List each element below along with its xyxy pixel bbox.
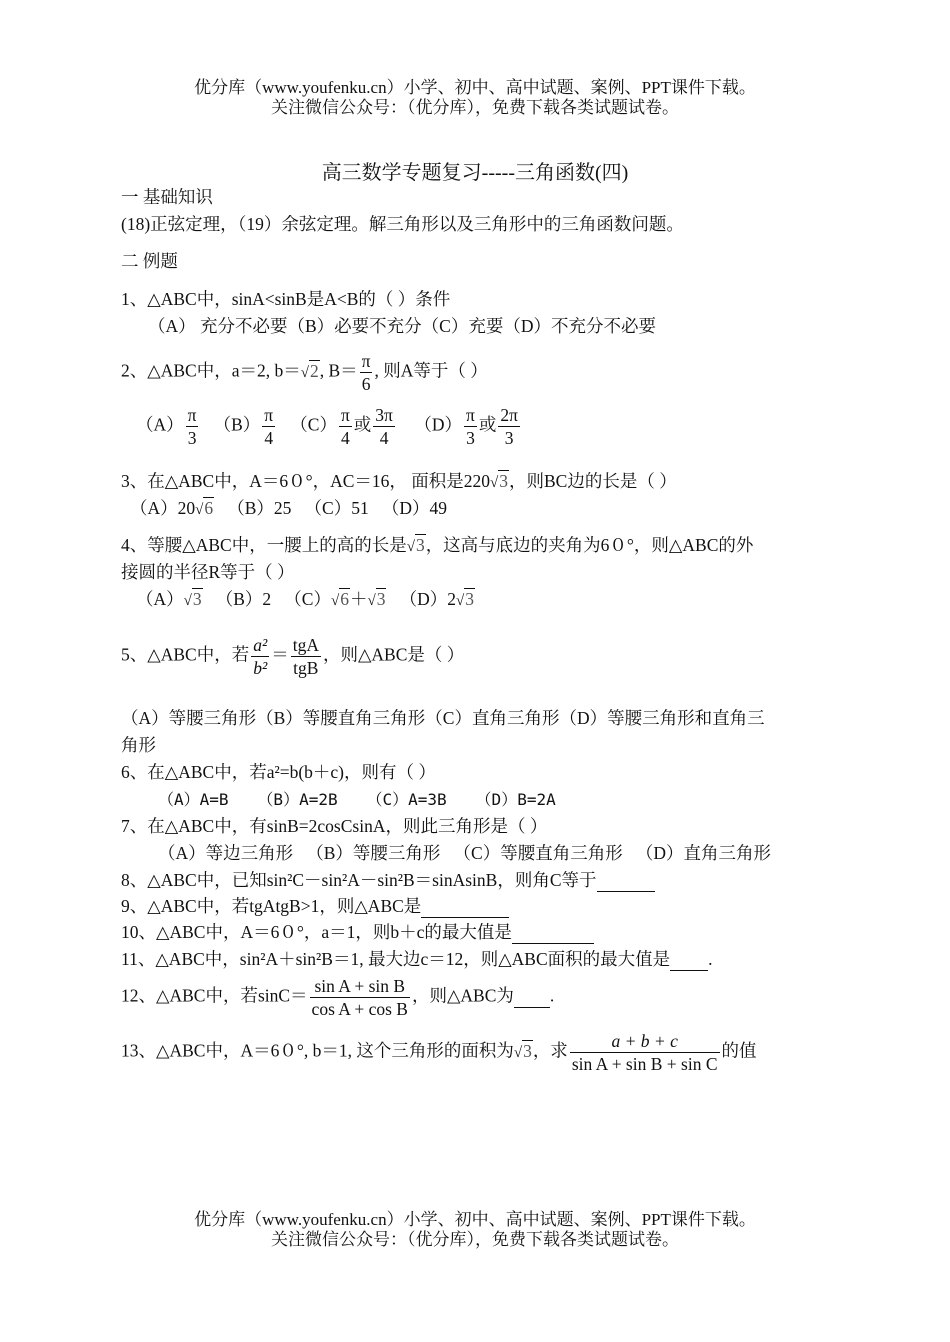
q7-options: （A）等边三角形 （B）等腰三角形 （C）等腰直角三角形 （D）直角三角形 — [158, 843, 771, 863]
q12-fraction: $\frac{\text{sin A + sin B}}{\text{cos A + cos B}}$ — [311, 976, 408, 1019]
section1-text: (18)正弦定理，（19）余弦定理。解三角形以及三角形中的三角函数问题。 — [121, 214, 684, 234]
section2-heading: 二 例题 — [121, 251, 178, 271]
q9-stem: 9、△ABC中，若tgAtgB>1，则△ABC是 — [121, 893, 850, 918]
q4-options: （A）√3 （B）2 （C）√6＋√3 （D）2√3 — [136, 589, 474, 609]
q1-stem: 1、△ABC中，sinA<sinB是A<B的（ ）条件 — [121, 289, 451, 309]
q5-lhs-fraction: $\frac{\text{a²}}{\text{b²}}$ — [253, 635, 268, 678]
q6-stem: 6、在△ABC中，若a²=b(b＋c)，则有（ ） — [121, 762, 436, 782]
q12-stem: 12、△ABC中，若sinC＝ $\frac{\text{sin A + sin B}}{\text{cos A + cos B}}$ ，则△ABC为 . — [121, 976, 555, 1019]
q5-rhs-fraction: $\frac{\text{tgA}}{\text{tgB}}$ — [292, 635, 319, 678]
q8-stem: 8、△ABC中，已知sin²C－sin²A－sin²B＝sinAsinB，则角C等于 — [121, 867, 850, 892]
q7-stem: 7、在△ABC中，有sinB=2cosCsinA，则此三角形是（ ） — [121, 816, 548, 836]
q3-options: （A）20√6 （B）25 （C）51 （D）49 — [130, 498, 447, 518]
q2-optA-fraction: $\frac{\pi}{3}$ — [187, 405, 197, 448]
q3-stem: 3、在△ABC中，A＝6０°，AC＝16， 面积是220√3，则BC边的长是（ ） — [121, 471, 677, 491]
q9-answer-blank[interactable] — [421, 896, 509, 918]
q1-options: （A） 充分不必要（B）必要不充分（C）充要（D）不充分不必要 — [148, 316, 656, 336]
q13-stem: 13、△ABC中，A＝6０°, b＝1, 这个三角形的面积为√3，求 $\frac{a + b + c}{\text{sin A + sin B + sin C}}$ 的值 — [121, 1031, 757, 1074]
footer-line-1: 优分库（www.youfenku.cn）小学、初中、高中试题、案例、PPT课件下载。 — [194, 1210, 756, 1229]
q2-stem: 2、△ABC中，a＝2, b＝√2, B＝ $\frac{\pi}{6}$ , 则A等于（ ） — [121, 351, 488, 394]
q4-stem: 4、等腰△ABC中，一腰上的高的长是√3，这高与底边的夹角为6０°，则△ABC的外 — [121, 535, 754, 555]
header-line-2: 关注微信公众号：（优分库），免费下载各类试题试卷。 — [271, 98, 679, 117]
q2-optB-fraction: $\frac{\pi}{4}$ — [264, 405, 274, 448]
footer — [0, 1210, 950, 1250]
q6-options: （A）A=B （B）A=2B （C）A=3B （D）B=2A — [158, 790, 556, 809]
q5-options-cont: 角形 — [121, 735, 156, 755]
footer-line-2: 关注微信公众号：（优分库），免费下载各类试题试卷。 — [271, 1230, 679, 1249]
page-title: 高三数学专题复习-----三角函数(四) — [321, 162, 629, 184]
q13-fraction: $\frac{a + b + c}{\text{sin A + sin B + sin C}}$ — [571, 1031, 718, 1074]
q2-B-fraction: $\frac{\pi}{6}$ — [361, 351, 371, 394]
q4-stem-cont: 接圆的半径R等于（ ） — [121, 562, 295, 582]
q8-answer-blank[interactable] — [597, 870, 655, 892]
q2-options: （A） $\frac{\pi}{3}$ （B） $\frac{\pi}{4}$ （C） $\frac{\pi}{4}$ 或 $\frac{3\pi}{4}$ （D） $\frac{\pi}{3}$ 或 $\frac{2\pi}{3}$ — [136, 405, 518, 448]
q5-options: （A）等腰三角形（B）等腰直角三角形（C）直角三角形（D）等腰三角形和直角三 — [121, 708, 765, 728]
q11-answer-blank[interactable] — [670, 949, 708, 971]
q11-stem: 11、△ABC中，sin²A＋sin²B＝1, 最大边c＝12，则△ABC面积的最大值是 . — [121, 949, 713, 969]
header-line-1: 优分库（www.youfenku.cn）小学、初中、高中试题、案例、PPT课件下载。 — [194, 78, 756, 97]
section1-heading: 一 基础知识 — [121, 187, 213, 207]
header — [0, 78, 950, 118]
q5-stem: 5、△ABC中，若 $\frac{\text{a²}}{\text{b²}}$ ＝ $\frac{\text{tgA}}{\text{tgB}}$ ，则△ABC是（ ） — [121, 635, 465, 678]
q10-stem: 10、△ABC中，A＝6０°，a＝1，则b＋c的最大值是 — [121, 919, 850, 944]
q12-answer-blank[interactable] — [514, 986, 550, 1008]
q10-answer-blank[interactable] — [512, 922, 594, 944]
q2-sqrt: √2 — [300, 360, 319, 381]
